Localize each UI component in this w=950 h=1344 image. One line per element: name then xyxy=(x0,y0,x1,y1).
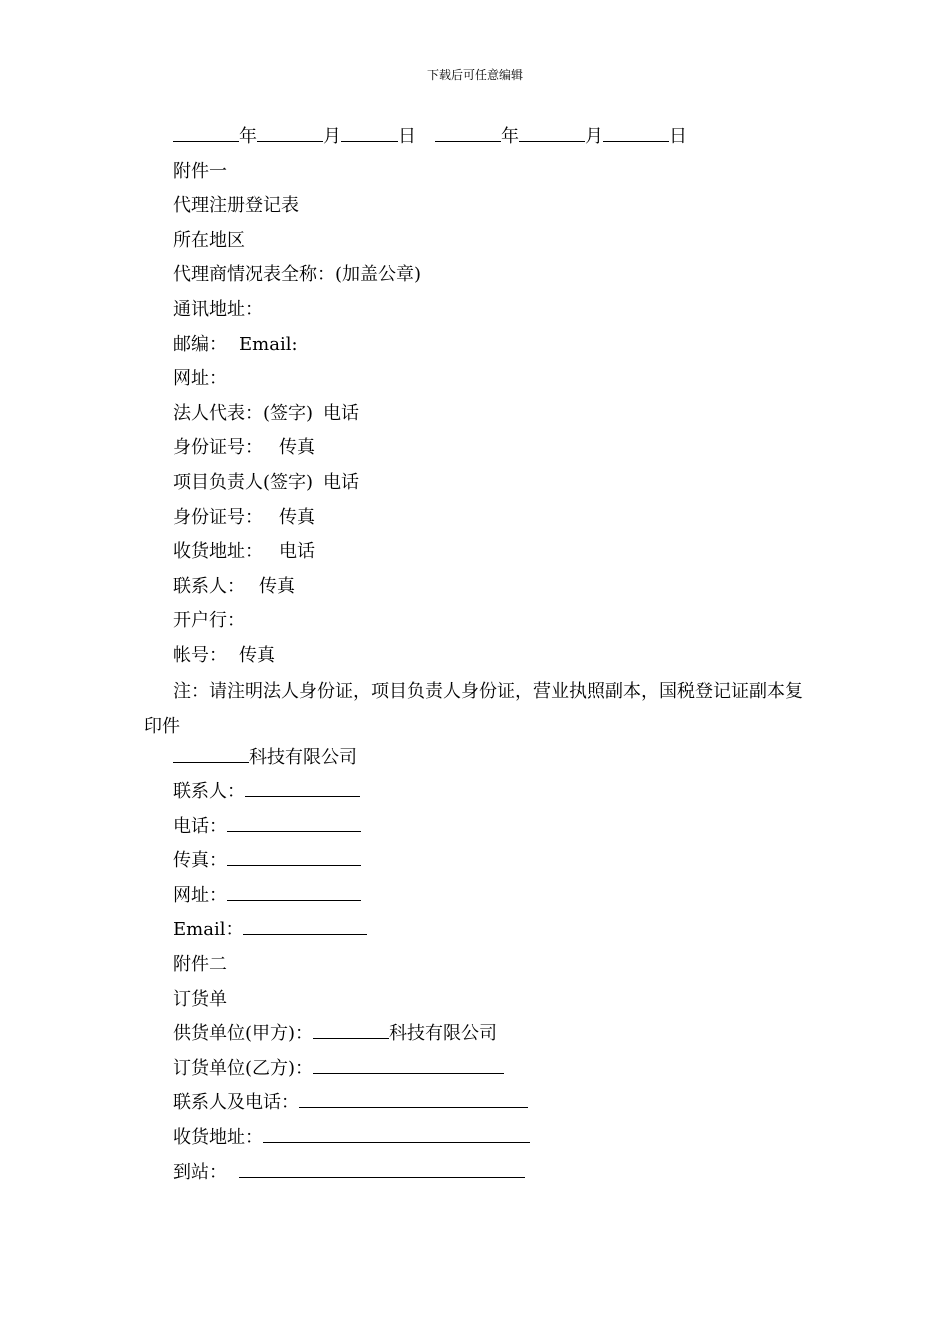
station-row xyxy=(144,1159,824,1194)
supplier-label: 供货单位(甲方)： xyxy=(173,1023,314,1045)
company-label: 科技有限公司 xyxy=(249,746,357,768)
email-label: Email: xyxy=(239,333,298,355)
fax-label: 传真 xyxy=(259,575,295,597)
day-label: 日 xyxy=(398,126,416,147)
blank-field xyxy=(603,123,669,142)
year-label: 年 xyxy=(239,126,257,147)
blank-field xyxy=(173,744,249,763)
blank-field xyxy=(263,1124,530,1143)
contact-label: 联系人： xyxy=(173,575,245,597)
blank-field xyxy=(227,847,361,866)
blank-field xyxy=(313,1055,504,1074)
contact-field-row xyxy=(144,778,824,813)
account-row xyxy=(144,642,824,677)
blank-field xyxy=(245,778,360,797)
station-label: 到站： xyxy=(173,1161,227,1183)
page-header: 下载后可任意编辑 xyxy=(426,68,523,82)
phone-label: 电话 xyxy=(279,541,315,563)
month-label: 月 xyxy=(323,126,341,147)
contact-row xyxy=(144,573,824,608)
phone-field-row xyxy=(144,813,824,848)
fax-label: 传真： xyxy=(173,850,227,872)
agent-name-label: 代理商情况表全称：(加盖公章) xyxy=(173,264,422,286)
postcode-email-row xyxy=(144,331,824,366)
blank-field xyxy=(299,1089,528,1108)
blank-field xyxy=(435,123,501,142)
buyer-label: 订货单位(乙方)： xyxy=(173,1057,314,1079)
website-label: 网址： xyxy=(173,884,227,906)
id-label: 身份证号： xyxy=(173,437,263,459)
fax-label: 传真 xyxy=(279,506,315,528)
id-fax-row xyxy=(144,434,824,469)
attachment-one-title: 附件一 xyxy=(173,160,227,182)
year-label: 年 xyxy=(501,126,519,147)
phone-label: 电话 xyxy=(323,471,360,493)
email-field-row xyxy=(144,916,824,951)
postcode-label: 邮编： xyxy=(173,333,227,355)
blank-field xyxy=(243,916,367,935)
order-title: 订货单 xyxy=(173,988,227,1010)
bank-label: 开户行： xyxy=(173,610,245,632)
attachment-two-title: 附件二 xyxy=(173,954,227,976)
blank-field xyxy=(519,123,585,142)
fax-label: 传真 xyxy=(279,437,315,459)
contact-label: 联系人： xyxy=(173,781,245,803)
blank-field xyxy=(227,813,361,832)
address-label: 通讯地址： xyxy=(173,298,263,320)
blank-field xyxy=(313,1020,389,1039)
blank-field xyxy=(173,123,239,142)
company-row xyxy=(144,744,824,779)
blank-field xyxy=(227,882,361,901)
legal-rep-row xyxy=(144,400,824,435)
buyer-row xyxy=(144,1055,824,1090)
contact-phone-row xyxy=(144,1089,824,1124)
id-label: 身份证号： xyxy=(173,506,263,528)
phone-label: 电话： xyxy=(173,815,227,837)
month-label: 月 xyxy=(585,126,603,147)
account-label: 帐号： xyxy=(173,644,227,666)
supplier-company: 科技有限公司 xyxy=(389,1023,498,1045)
registration-table-title: 代理注册登记表 xyxy=(173,195,299,217)
document-body xyxy=(144,123,824,1193)
ship-address-label: 收货地址： xyxy=(173,541,263,563)
legal-rep-label: 法人代表：(签字) xyxy=(173,402,314,424)
id-fax-row xyxy=(144,504,824,539)
contact-phone-label: 联系人及电话： xyxy=(173,1092,299,1114)
fax-field-row xyxy=(144,847,824,882)
email-label: Email： xyxy=(173,919,244,941)
blank-field xyxy=(341,123,398,142)
date-row xyxy=(144,123,824,158)
day-label: 日 xyxy=(669,126,687,147)
blank-field xyxy=(239,1159,525,1178)
ship-address-row xyxy=(144,538,824,573)
note-paragraph: 注：请注明法人身份证，项目负责人身份证，营业执照副本，国税登记证副本复印件 xyxy=(144,680,803,737)
ship-address-field-row xyxy=(144,1124,824,1159)
website-label: 网址： xyxy=(173,368,227,390)
project-leader-row xyxy=(144,469,824,504)
region-label: 所在地区 xyxy=(173,229,245,251)
ship-address-label: 收货地址： xyxy=(173,1127,263,1149)
phone-label: 电话 xyxy=(323,402,360,424)
fax-label: 传真 xyxy=(239,644,275,666)
supplier-row xyxy=(144,1020,824,1055)
blank-field xyxy=(257,123,323,142)
project-leader-label: 项目负责人(签字) xyxy=(173,471,314,493)
website-field-row xyxy=(144,882,824,917)
